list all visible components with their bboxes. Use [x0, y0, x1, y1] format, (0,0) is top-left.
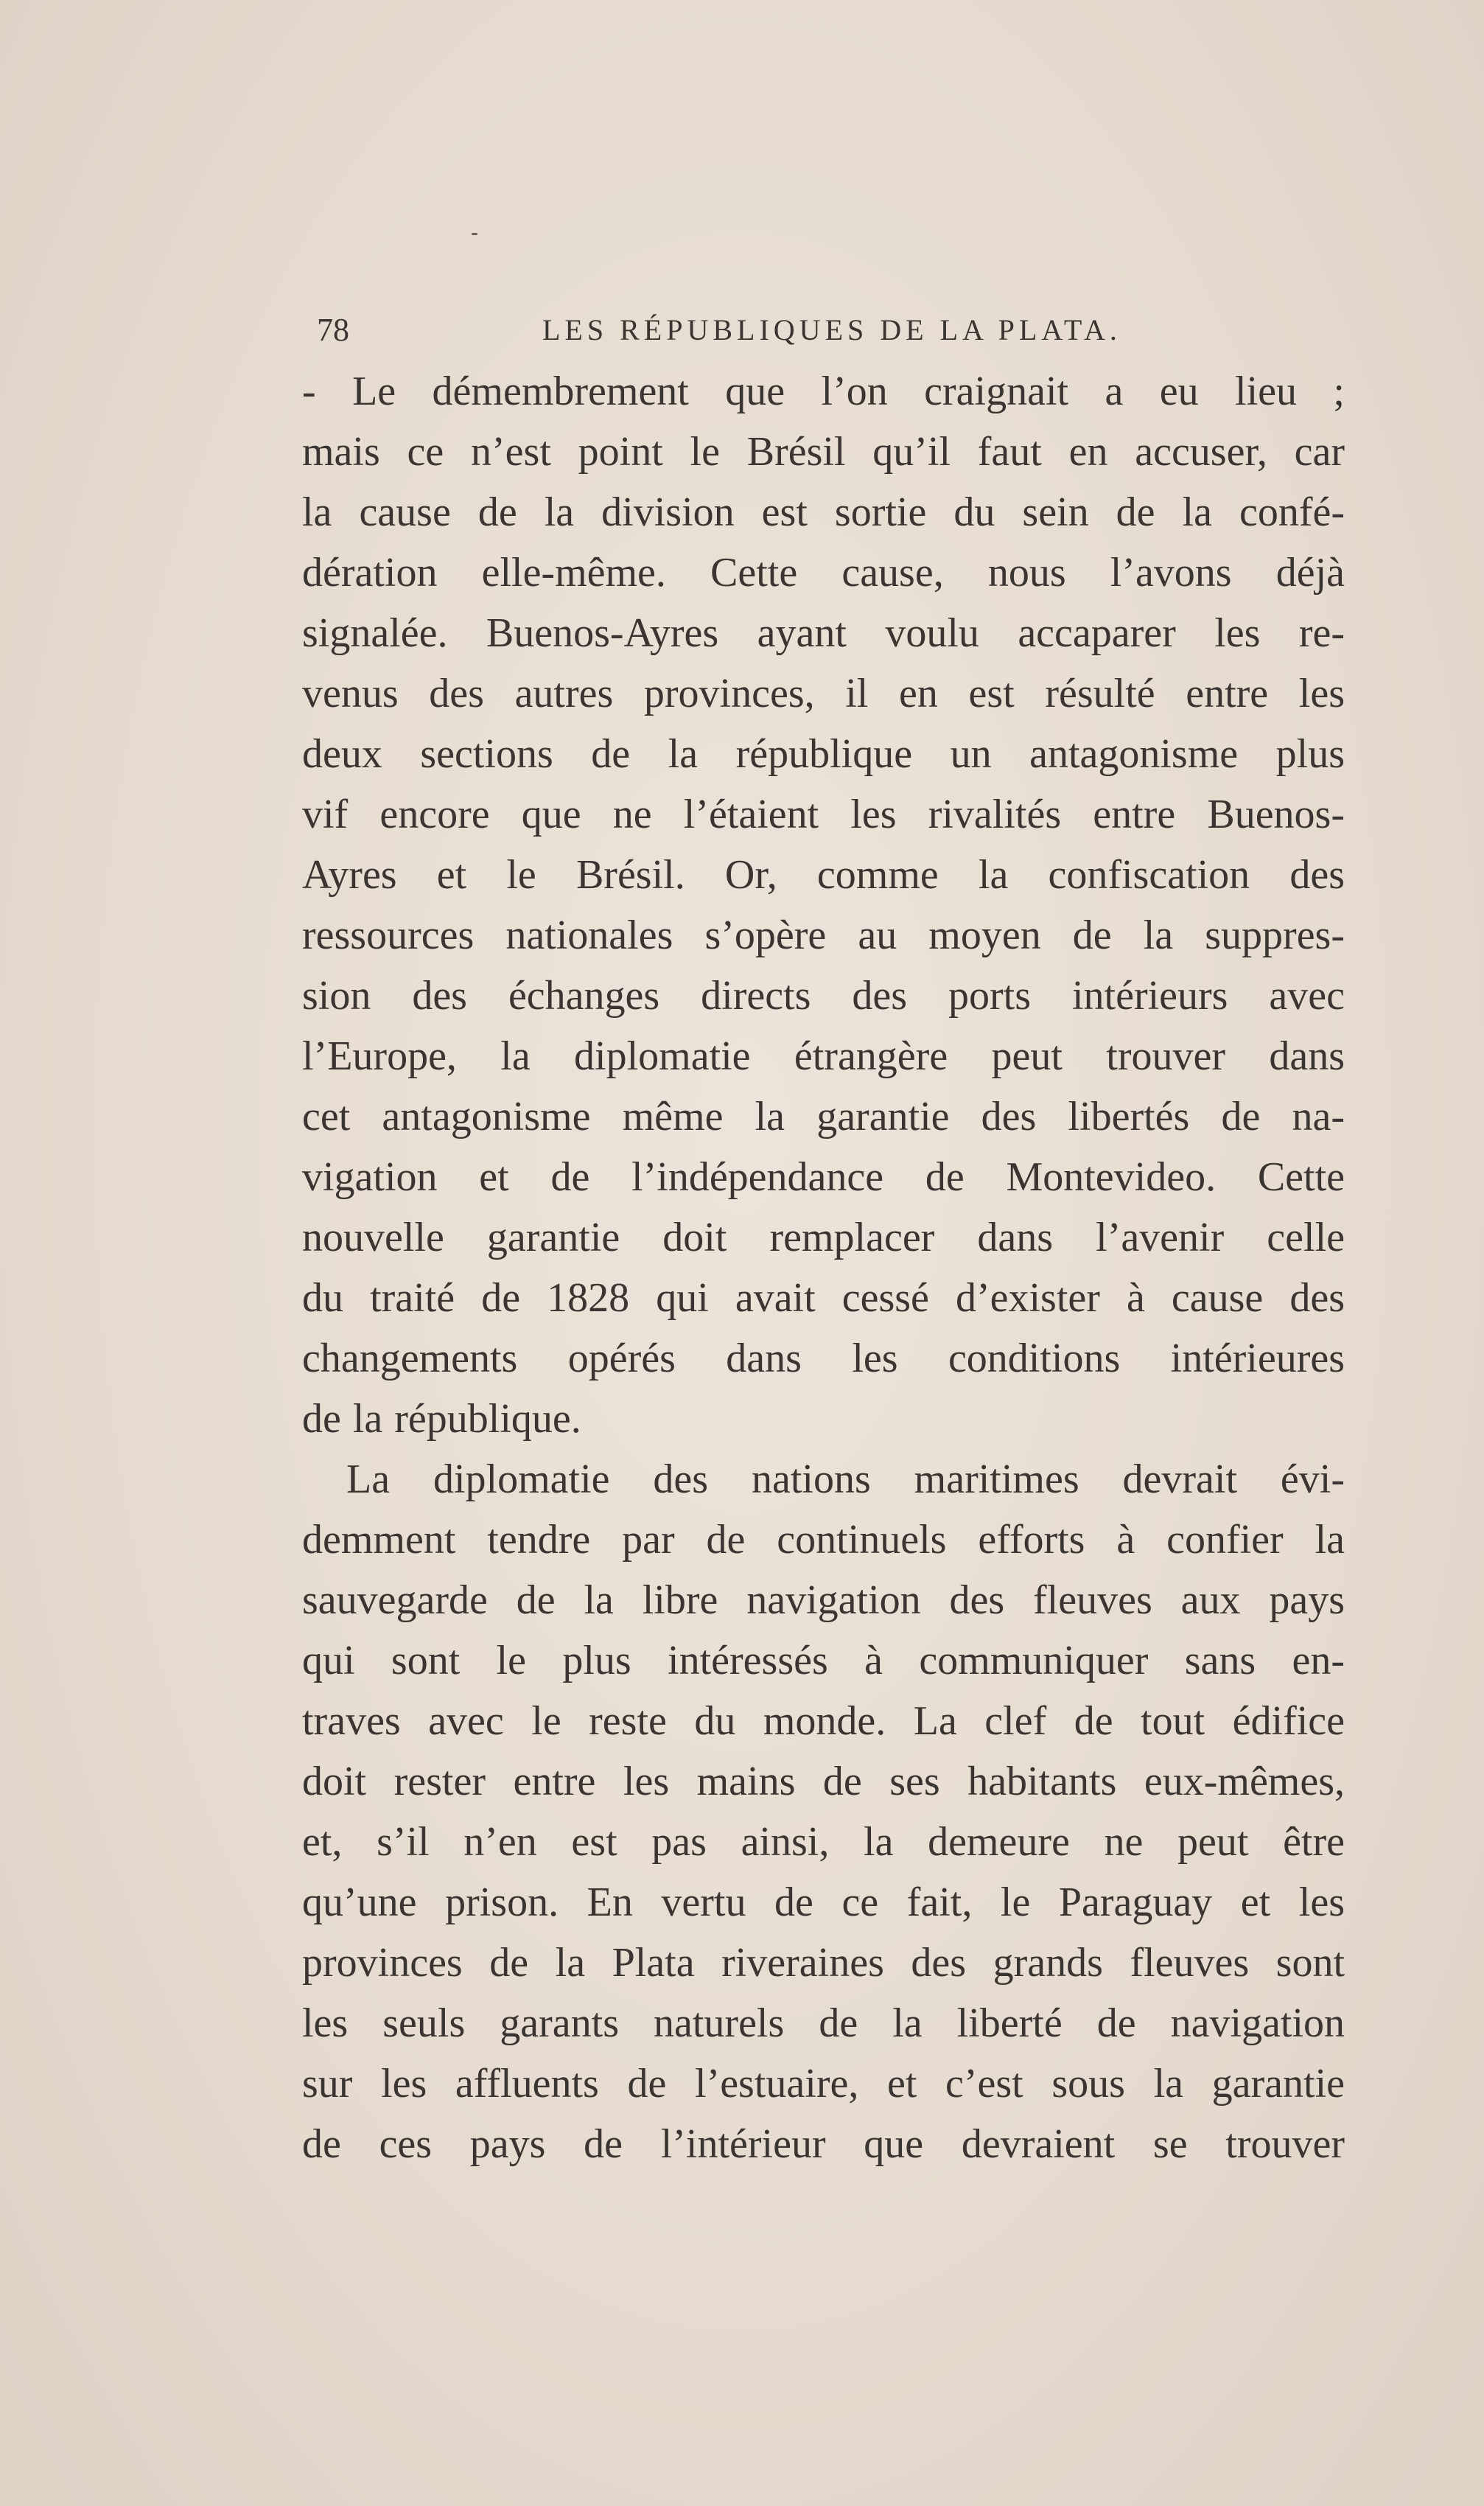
text-line: ressources nationales s’opère au moyen de la suppres-: [302, 912, 1345, 958]
text-line: qu’une prison. En vertu de ce fait, le Paraguay et les: [302, 1880, 1345, 1925]
running-title: LES RÉPUBLIQUES DE LA PLATA.: [542, 313, 1121, 346]
text-line: sauvegarde de la libre navigation des fleuves aux pays: [302, 1577, 1345, 1623]
text-line: demment tendre par de continuels efforts à confier la: [302, 1517, 1345, 1563]
text-line: changements opérés dans les conditions intérieures: [302, 1336, 1345, 1381]
text-line: provinces de la Plata riveraines des grands fleuves sont: [302, 1940, 1345, 1986]
text-line: La diplomatie des nations maritimes devrait évi-: [346, 1456, 1345, 1502]
text-line: sion des échanges directs des ports intérieurs avec: [302, 973, 1345, 1019]
text-line: l’Europe, la diplomatie étrangère peut trouver dans: [302, 1033, 1345, 1079]
page-number: 78: [317, 312, 349, 348]
paragraph-2: [302, 1449, 1345, 2174]
running-head: [317, 308, 1149, 352]
text-line: et, s’il n’en est pas ainsi, la demeure ne peut être: [302, 1819, 1345, 1865]
text-line: vigation et de l’indépendance de Montevideo. Cette: [302, 1154, 1345, 1200]
text-line: du traité de 1828 qui avait cessé d’exister à cause des: [302, 1275, 1345, 1321]
text-line: qui sont le plus intéressés à communiquer sans en-: [302, 1638, 1345, 1683]
text-line: deux sections de la république un antagonisme plus: [302, 731, 1345, 777]
text-line: traves avec le reste du monde. La clef de tout édifice: [302, 1698, 1345, 1744]
text-line: de la république.: [302, 1396, 581, 1442]
text-line: venus des autres provinces, il en est résulté entre les: [302, 671, 1345, 716]
text-line: dération elle-même. Cette cause, nous l’avons déjà: [302, 550, 1345, 596]
text-line: cet antagonisme même la garantie des libertés de na-: [302, 1094, 1345, 1139]
text-line: - Le démembrement que l’on craignait a eu lieu ;: [302, 369, 1345, 414]
text-line: vif encore que ne l’étaient les rivalités entre Buenos-: [302, 792, 1345, 837]
text-line: nouvelle garantie doit remplacer dans l’avenir celle: [302, 1215, 1345, 1260]
ink-speck: [472, 233, 477, 235]
text-line: signalée. Buenos-Ayres ayant voulu accaparer les re-: [302, 610, 1345, 656]
text-line: la cause de la division est sortie du sein de la confé-: [302, 489, 1345, 535]
text-line: doit rester entre les mains de ses habitants eux-mêmes,: [302, 1759, 1345, 1804]
text-line: sur les affluents de l’estuaire, et c’est sous la garantie: [302, 2061, 1345, 2107]
paragraph-1: [302, 361, 1345, 1449]
text-line: mais ce n’est point le Brésil qu’il faut en accuser, car: [302, 429, 1345, 475]
text-line: les seuls garants naturels de la liberté de navigation: [302, 2000, 1345, 2046]
body-text: [302, 361, 1345, 2174]
text-line: de ces pays de l’intérieur que devraient se trouver: [302, 2121, 1345, 2167]
text-line: Ayres et le Brésil. Or, comme la confiscation des: [302, 852, 1345, 898]
